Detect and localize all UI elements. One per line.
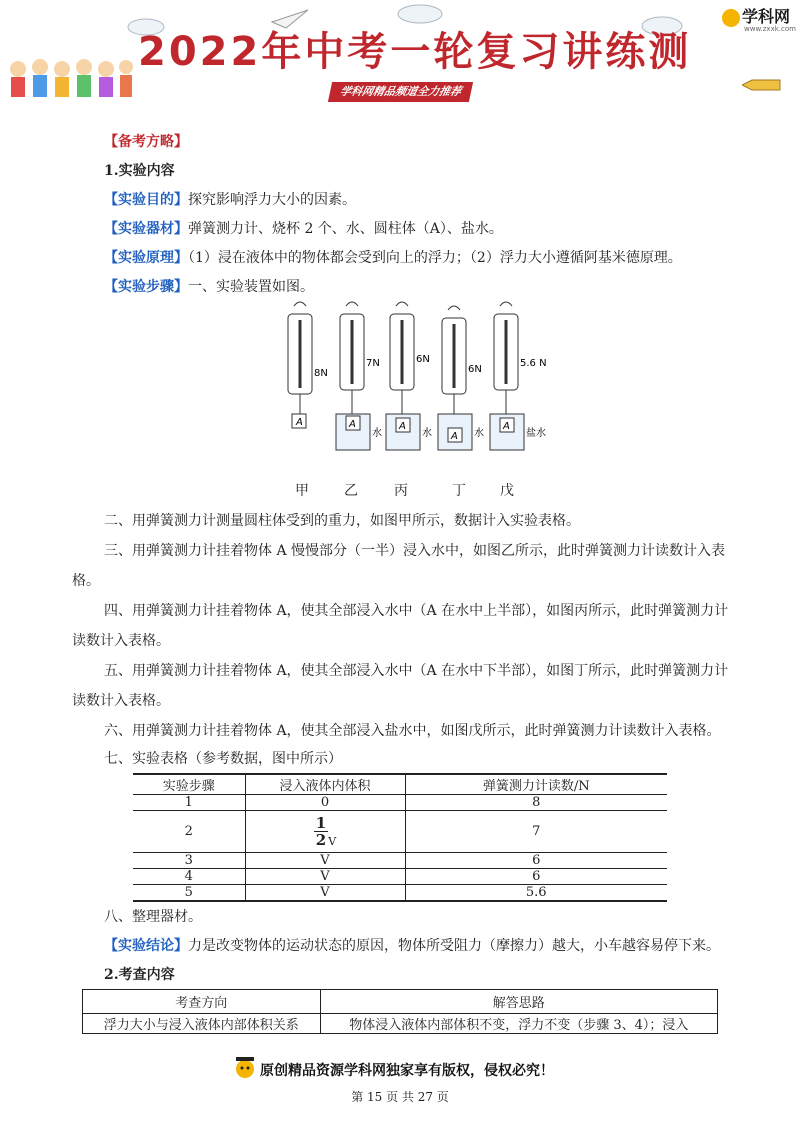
cell-step: 3	[133, 853, 245, 869]
figure-label-ding: 丁	[452, 483, 466, 499]
header-reading: 弹簧测力计读数/N	[482, 779, 590, 794]
conclusion-label: 【实验结论】	[104, 938, 188, 954]
exam-cell-direction: 浮力大小与浸入液体内部体积关系	[83, 1014, 321, 1034]
table-row	[133, 885, 667, 902]
liquid-wu: 盐水	[526, 428, 546, 439]
table-row	[133, 795, 667, 811]
part2-title: 2.考查内容	[104, 967, 175, 983]
equipment-text: 弹簧测力计、烧杯 2 个、水、圆柱体（A）、盐水。	[188, 221, 503, 237]
cell-volume: 0	[245, 795, 405, 811]
cell-reading: 6	[532, 869, 541, 884]
cell-reading: 7	[532, 824, 541, 839]
fraction-denominator: 2	[315, 831, 327, 849]
step-8: 八、整理器材。	[104, 909, 202, 925]
cell-volume: V	[245, 869, 405, 885]
cell-volume-fraction	[245, 811, 405, 853]
fraction-numerator: 1	[315, 814, 327, 832]
cell-reading: 8	[532, 795, 541, 810]
banner-title: 2022年中考一轮复习讲练测	[138, 29, 692, 75]
figure-label-wu: 戊	[500, 483, 514, 499]
reading-jia: 8N	[314, 368, 328, 379]
figure-label-bing: 丙	[394, 483, 408, 499]
principle-text: （1）浸在液体中的物体都会受到向上的浮力；（2）浮力大小遵循阿基米德原理。	[188, 250, 682, 266]
experiment-table	[133, 773, 667, 902]
purpose-label: 【实验目的】	[104, 192, 188, 208]
part1-title: 1.实验内容	[104, 163, 175, 179]
reading-bing: 6N	[416, 354, 430, 365]
figure-label-jia: 甲	[295, 483, 309, 499]
mascot-icon	[232, 1054, 258, 1080]
scale-ding	[438, 306, 484, 450]
apparatus-figure	[270, 296, 560, 456]
section-strategy: 【备考方略】	[104, 134, 188, 150]
page-banner	[0, 0, 800, 108]
reading-yi: 7N	[366, 358, 380, 369]
reading-ding: 6N	[468, 364, 482, 375]
step-3-line2: 格。	[72, 573, 100, 589]
purpose-text: 探究影响浮力大小的因素。	[188, 192, 356, 208]
exam-header-direction: 考查方向	[83, 990, 321, 1014]
cell-volume: V	[245, 853, 405, 869]
figure-label-yi: 乙	[344, 483, 358, 499]
step-4-line2: 读数计入表格。	[72, 633, 170, 649]
exam-header-approach: 解答思路	[492, 996, 545, 1011]
principle-label: 【实验原理】	[104, 250, 188, 266]
page-number: 第 15 页 共 27 页	[351, 1090, 449, 1104]
table-row	[83, 1014, 718, 1034]
banner-subtitle: 学科网精品频道全力推荐	[328, 82, 473, 102]
table-row	[133, 811, 667, 853]
step-7: 七、实验表格（参考数据，图中所示）	[104, 751, 342, 767]
cell-volume: V	[245, 885, 405, 902]
exam-table	[82, 989, 718, 1034]
principle-line	[104, 247, 682, 267]
header-volume: 浸入液体内体积	[245, 774, 405, 795]
table-row	[133, 853, 667, 869]
logo-text: 学科网	[742, 7, 791, 26]
cell-reading: 6	[532, 853, 541, 868]
step-6: 六、用弹簧测力计挂着物体 A，使其全部浸入盐水中，如图戊所示，此时弹簧测力计读数计入表格。	[104, 723, 721, 739]
scale-yi	[336, 302, 382, 450]
header-step: 实验步骤	[133, 774, 245, 795]
conclusion-line	[104, 935, 720, 955]
svg-text:A: A	[399, 421, 406, 432]
svg-text:A: A	[451, 431, 458, 442]
brand-logo[interactable]	[722, 4, 796, 33]
steps-intro: 一、实验装置如图。	[188, 279, 314, 295]
conclusion-text: 力是改变物体的运动状态的原因，物体所受阻力（摩擦力）越大，小车越容易停下来。	[188, 938, 720, 954]
liquid-yi: 水	[372, 428, 382, 439]
logo-url: www.zxxk.com	[744, 25, 796, 33]
svg-text:A: A	[296, 417, 303, 428]
equipment-label: 【实验器材】	[104, 221, 188, 237]
cell-step: 1	[133, 795, 245, 811]
pencil-icon	[742, 78, 782, 92]
exam-cell-approach: 物体浸入液体内部体积不变，浮力不变（步骤 3、4）；浸入	[349, 1018, 689, 1033]
steps-label: 【实验步骤】	[104, 279, 188, 295]
copyright-note: 原创精品资源学科网独家享有版权，侵权必究！	[260, 1063, 554, 1079]
cell-step: 4	[133, 869, 245, 885]
liquid-ding: 水	[474, 428, 484, 439]
children-illustration	[6, 55, 134, 105]
scale-wu	[490, 302, 547, 450]
cell-volume-unit: V	[328, 835, 337, 848]
step-3-line1: 三、用弹簧测力计挂着物体 A 慢慢部分（一半）浸入水中，如图乙所示，此时弹簧测力计读数计入表	[104, 543, 726, 559]
purpose-line	[104, 189, 356, 209]
svg-text:A: A	[349, 419, 356, 430]
table-header-row	[133, 774, 667, 795]
cell-step: 2	[133, 811, 245, 853]
step-4-line1: 四、用弹簧测力计挂着物体 A，使其全部浸入水中（A 在水中上半部），如图丙所示，此时弹簧测力计	[104, 603, 729, 619]
scale-bing	[386, 302, 432, 450]
table-row	[133, 869, 667, 885]
svg-text:A: A	[503, 421, 510, 432]
equipment-line	[104, 218, 503, 238]
exam-header-row	[83, 990, 718, 1014]
scale-jia	[288, 302, 328, 428]
step-5-line1: 五、用弹簧测力计挂着物体 A，使其全部浸入水中（A 在水中下半部），如图丁所示，此时弹簧测力计	[104, 663, 729, 679]
reading-wu: 5.6 N	[520, 358, 547, 369]
fraction-half	[314, 815, 328, 848]
steps-line	[104, 276, 314, 296]
step-2: 二、用弹簧测力计测量圆柱体受到的重力，如图甲所示，数据计入实验表格。	[104, 513, 580, 529]
liquid-bing: 水	[422, 428, 432, 439]
cell-reading: 5.6	[525, 885, 547, 900]
step-5-line2: 读数计入表格。	[72, 693, 170, 709]
cell-step: 5	[133, 885, 245, 902]
logo-mark-icon	[722, 9, 740, 27]
